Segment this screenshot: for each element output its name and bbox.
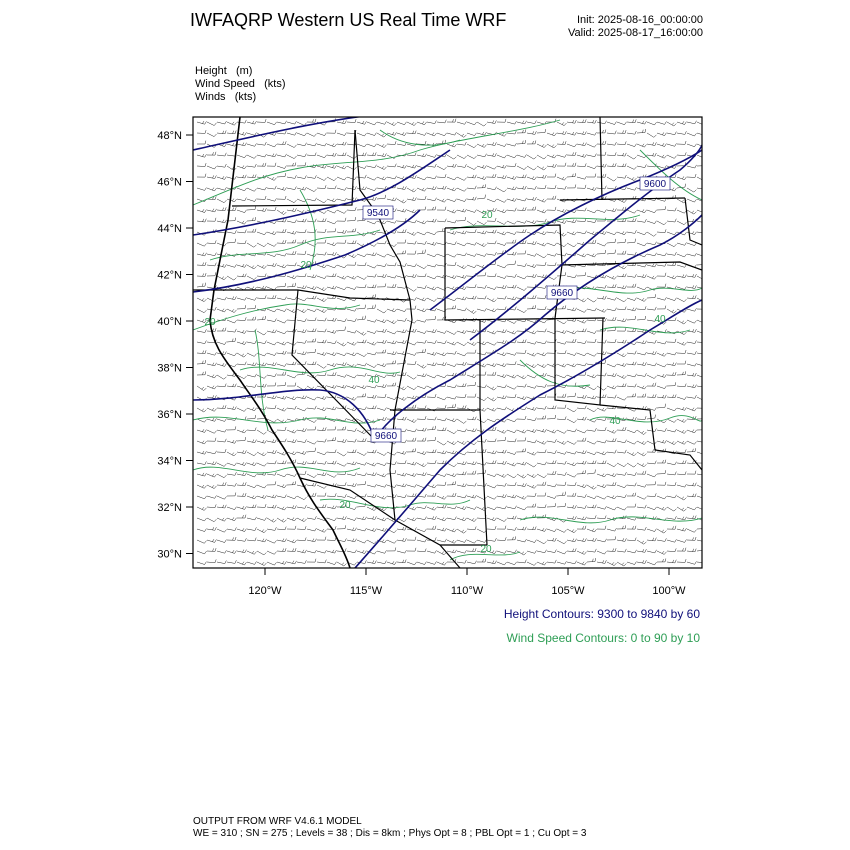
lon-label: 110°W bbox=[450, 585, 484, 597]
lat-label: 44°N bbox=[157, 223, 182, 235]
model-info-line1: OUTPUT FROM WRF V4.6.1 MODEL bbox=[193, 816, 362, 827]
plot-frame bbox=[193, 117, 702, 568]
lat-label: 42°N bbox=[157, 269, 182, 282]
wind-speed-label: 20 bbox=[300, 260, 312, 271]
wind-speed-label: 40 bbox=[368, 375, 380, 386]
lat-label: 36°N bbox=[157, 409, 182, 421]
state-borders bbox=[193, 117, 702, 568]
wind-speed-label: 20 bbox=[204, 317, 216, 328]
height-contour-note: Height Contours: 9300 to 9840 by 60 bbox=[503, 607, 700, 621]
lon-label: 115°W bbox=[349, 585, 383, 597]
lat-label: 38°N bbox=[157, 362, 182, 375]
map-title: IWFAQRP Western US Real Time WRF bbox=[190, 10, 507, 30]
lat-label: 34°N bbox=[157, 455, 182, 468]
wind-speed-label: 20 bbox=[481, 210, 493, 221]
field-unit: (kts) bbox=[264, 78, 286, 90]
field-name: Winds bbox=[195, 91, 226, 103]
lat-label: 32°N bbox=[157, 502, 182, 514]
height-label: 9660 bbox=[550, 288, 574, 299]
field-name: Height bbox=[195, 65, 227, 77]
lat-label: 48°N bbox=[157, 130, 182, 142]
model-info-line2: WE = 310 ; SN = 275 ; Levels = 38 ; Dis = 8km ; Phys Opt = 8 ; PBL Opt = 1 ; Cu Opt = 3 bbox=[193, 828, 587, 839]
height-label: 9660 bbox=[374, 431, 398, 442]
valid-time: Valid: 2025-08-17_16:00:00 bbox=[568, 27, 703, 39]
lat-label: 46°N bbox=[157, 176, 182, 189]
height-contours bbox=[193, 112, 702, 568]
lon-label: 120°W bbox=[248, 585, 282, 597]
wind-contour-note: Wind Speed Contours: 0 to 90 by 10 bbox=[506, 631, 700, 645]
lat-label: 40°N bbox=[157, 316, 182, 328]
wind-speed-label: 40 bbox=[609, 416, 621, 427]
longitude-axis bbox=[248, 568, 686, 597]
lat-label: 30°N bbox=[157, 548, 182, 561]
wind-speed-label: 20 bbox=[480, 544, 492, 555]
field-unit: (kts) bbox=[234, 91, 257, 103]
height-label: 9600 bbox=[643, 179, 667, 190]
latitude-axis bbox=[157, 130, 193, 561]
field-name: Wind Speed bbox=[195, 78, 255, 90]
wind-speed-label: 20 bbox=[339, 500, 351, 511]
init-time: Init: 2025-08-16_00:00:00 bbox=[577, 14, 703, 26]
lon-label: 100°W bbox=[652, 585, 686, 597]
field-unit: (m) bbox=[235, 65, 253, 77]
height-label: 9540 bbox=[366, 208, 390, 219]
wind-speed-label: 40 bbox=[654, 314, 666, 325]
lon-label: 105°W bbox=[551, 585, 585, 597]
